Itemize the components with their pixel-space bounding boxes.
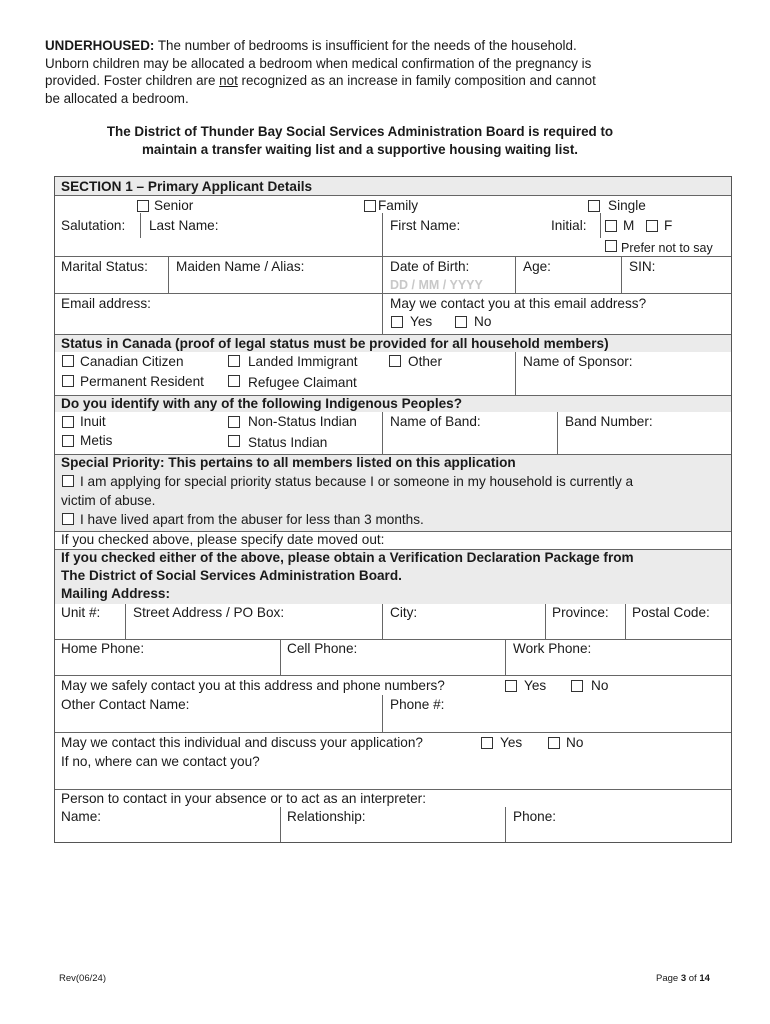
discuss-yes-label: Yes <box>500 735 523 750</box>
prefer-not-label: Prefer not to say <box>621 241 713 255</box>
verification-note: If you checked either of the above, please obtain a Verification Declaration Package from <box>61 550 634 565</box>
landed-label: Landed Immigrant <box>248 354 358 369</box>
sin-field[interactable]: SIN: <box>629 259 656 274</box>
metis-label: Metis <box>80 433 113 448</box>
family-checkbox[interactable] <box>364 200 376 212</box>
discuss-question: May we contact this individual and discuss your application? <box>61 735 423 750</box>
sponsor-field[interactable]: Name of Sponsor: <box>523 354 633 369</box>
email-no-label: No <box>474 314 492 329</box>
email-field[interactable]: Email address: <box>61 296 151 311</box>
inuit-checkbox[interactable] <box>62 416 74 428</box>
lived-apart-label: I have lived apart from the abuser for less than 3 months. <box>80 512 424 527</box>
home-phone-field[interactable]: Home Phone: <box>61 641 145 656</box>
mailing-title: Mailing Address: <box>61 586 171 601</box>
priority-apply-label: I am applying for special priority status because I or someone in my household is currently a <box>80 474 634 489</box>
discuss-yes-checkbox[interactable] <box>481 737 493 749</box>
intro-paragraph <box>45 37 665 107</box>
application-form <box>54 176 732 843</box>
where-contact-field[interactable]: If no, where can we contact you? <box>61 754 260 769</box>
safe-contact-no-checkbox[interactable] <box>571 680 583 692</box>
underhoused-label: UNDERHOUSED: <box>45 38 155 53</box>
relationship-field[interactable]: Relationship: <box>287 809 366 824</box>
email-yes-label: Yes <box>410 314 433 329</box>
senior-checkbox[interactable] <box>137 200 149 212</box>
cell-phone-field[interactable]: Cell Phone: <box>287 641 358 656</box>
refugee-label: Refugee Claimant <box>248 375 357 390</box>
lived-apart-checkbox[interactable] <box>62 513 74 525</box>
city-field[interactable]: City: <box>390 605 418 620</box>
non-status-label: Non-Status Indian <box>248 414 357 429</box>
maiden-name-field[interactable]: Maiden Name / Alias: <box>176 259 305 274</box>
page-number: Page 3 of 14 <box>656 973 710 984</box>
discuss-no-checkbox[interactable] <box>548 737 560 749</box>
email-no-checkbox[interactable] <box>455 316 467 328</box>
status-title: Status in Canada (proof of legal status must be provided for all household members) <box>61 336 609 351</box>
other-checkbox[interactable] <box>389 355 401 367</box>
dob-field[interactable]: Date of Birth: <box>390 259 470 274</box>
last-name-field[interactable]: Last Name: <box>149 218 219 233</box>
intro-line: Unborn children may be allocated a bedroom when medical confirmation of the pregnancy is <box>45 55 592 71</box>
waiting-list-notice <box>40 123 680 159</box>
intro-line: recognized as an increase in family composition and cannot <box>237 73 596 88</box>
safe-contact-yes-label: Yes <box>524 678 547 693</box>
age-field[interactable]: Age: <box>523 259 551 274</box>
absence-name-field[interactable]: Name: <box>61 809 102 824</box>
metis-checkbox[interactable] <box>62 435 74 447</box>
notice-line: maintain a transfer waiting list and a supportive housing waiting list. <box>142 142 578 157</box>
salutation-field[interactable]: Salutation: <box>61 218 126 233</box>
postal-code-field[interactable]: Postal Code: <box>632 605 710 620</box>
permanent-label: Permanent Resident <box>80 374 204 389</box>
female-label: F <box>664 218 673 233</box>
date-moved-field[interactable]: If you checked above, please specify date moved out: <box>61 532 385 547</box>
priority-apply-label-cont: victim of abuse. <box>61 493 156 508</box>
intro-line: provided. Foster children are <box>45 73 220 88</box>
province-field[interactable]: Province: <box>552 605 609 620</box>
single-label: Single <box>608 198 646 213</box>
safe-contact-yes-checkbox[interactable] <box>505 680 517 692</box>
initial-field[interactable]: Initial: <box>551 218 587 233</box>
email-yes-checkbox[interactable] <box>391 316 403 328</box>
status-indian-label: Status Indian <box>248 435 328 450</box>
verification-note-cont: The District of Social Services Administration Board. <box>61 568 402 583</box>
contact-phone-field[interactable]: Phone #: <box>390 697 445 712</box>
notice-line: The District of Thunder Bay Social Services Administration Board is required to <box>106 124 614 139</box>
revision-label: Rev(06/24) <box>59 973 106 984</box>
priority-apply-checkbox[interactable] <box>62 475 74 487</box>
citizen-label: Canadian Citizen <box>80 354 184 369</box>
refugee-checkbox[interactable] <box>228 375 240 387</box>
citizen-checkbox[interactable] <box>62 355 74 367</box>
intro-line: The number of bedrooms is insufficient for the needs of the household. <box>154 38 577 53</box>
prefer-not-checkbox[interactable] <box>605 240 617 252</box>
indigenous-title: Do you identify with any of the following Indigenous Peoples? <box>61 396 463 411</box>
other-label: Other <box>408 354 442 369</box>
priority-title: Special Priority: This pertains to all members listed on this application <box>61 455 516 470</box>
other-contact-field[interactable]: Other Contact Name: <box>61 697 190 712</box>
street-field[interactable]: Street Address / PO Box: <box>133 605 285 620</box>
band-number-field[interactable]: Band Number: <box>565 414 653 429</box>
inuit-label: Inuit <box>80 414 106 429</box>
female-checkbox[interactable] <box>646 220 658 232</box>
dob-placeholder: DD / MM / YYYY <box>390 278 483 292</box>
single-checkbox[interactable] <box>588 200 600 212</box>
discuss-no-label: No <box>566 735 584 750</box>
intro-line: be allocated a bedroom. <box>45 90 189 106</box>
male-label: M <box>623 218 635 233</box>
absence-contact-heading: Person to contact in your absence or to act as an interpreter: <box>61 791 426 806</box>
permanent-checkbox[interactable] <box>62 375 74 387</box>
section1-title: SECTION 1 – Primary Applicant Details <box>61 179 313 194</box>
landed-checkbox[interactable] <box>228 355 240 367</box>
safe-contact-question: May we safely contact you at this address and phone numbers? <box>61 678 445 693</box>
male-checkbox[interactable] <box>605 220 617 232</box>
marital-status-field[interactable]: Marital Status: <box>61 259 148 274</box>
non-status-checkbox[interactable] <box>228 416 240 428</box>
band-name-field[interactable]: Name of Band: <box>390 414 481 429</box>
work-phone-field[interactable]: Work Phone: <box>513 641 592 656</box>
senior-label: Senior <box>154 198 194 213</box>
email-contact-question: May we contact you at this email address? <box>390 296 647 311</box>
safe-contact-no-label: No <box>591 678 609 693</box>
first-name-field[interactable]: First Name: <box>390 218 461 233</box>
family-label: Family <box>378 198 419 213</box>
unit-field[interactable]: Unit #: <box>61 605 101 620</box>
intro-underlined: not <box>219 73 238 88</box>
status-indian-checkbox[interactable] <box>228 435 240 447</box>
absence-phone-field[interactable]: Phone: <box>513 809 557 824</box>
